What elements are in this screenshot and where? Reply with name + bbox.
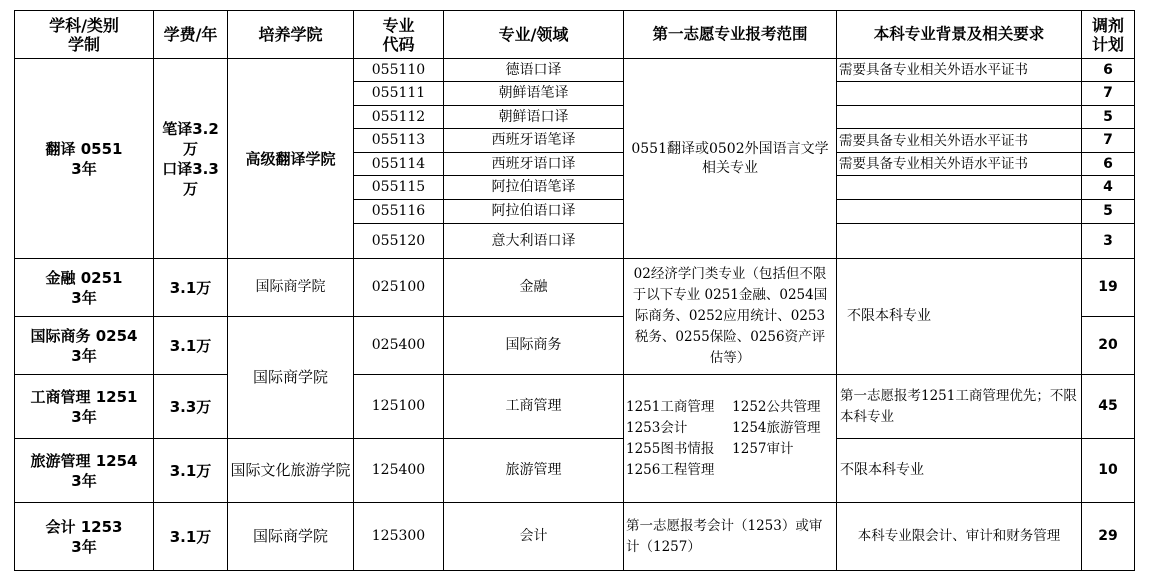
header-row (15, 11, 1135, 59)
quota-cell: 7 (1082, 82, 1135, 106)
requirement-cell: 需要具备专业相关外语水平证书 (837, 129, 1082, 153)
college-cell: 国际文化旅游学院 (228, 439, 354, 503)
requirement-cell: 本科专业限会计、审计和财务管理 (837, 503, 1082, 571)
subject-cell: 翻译 0551 3年 (15, 59, 154, 259)
college-cell: 国际商学院 (228, 503, 354, 571)
quota-cell: 29 (1082, 503, 1135, 571)
subject-cell: 金融 0251 3年 (15, 259, 154, 317)
requirement-cell (837, 176, 1082, 200)
code-cell: 055110 (354, 59, 444, 82)
fee-cell: 3.3万 (154, 375, 228, 439)
code-cell: 025100 (354, 259, 444, 317)
table-row (15, 439, 1135, 503)
subject-cell: 国际商务 0254 3年 (15, 317, 154, 375)
code-cell: 125300 (354, 503, 444, 571)
table-row (15, 59, 1135, 82)
quota-cell: 20 (1082, 317, 1135, 375)
table-row (15, 375, 1135, 439)
major-cell: 阿拉伯语笔译 (444, 176, 624, 200)
major-cell: 金融 (444, 259, 624, 317)
major-cell: 朝鲜语笔译 (444, 82, 624, 106)
requirement-cell (837, 82, 1082, 106)
quota-cell: 45 (1082, 375, 1135, 439)
college-cell: 国际商学院 (228, 259, 354, 317)
quota-cell: 6 (1082, 59, 1135, 82)
first-choice-cell: 02经济学门类专业（包括但不限于以下专业 0251金融、0254国际商务、0252应用统计、0253税务、0255保险、0256资产评估等） (624, 259, 837, 375)
admissions-table (14, 10, 1135, 571)
quota-cell: 6 (1082, 153, 1135, 176)
header-requirements: 本科专业背景及相关要求 (837, 11, 1082, 59)
major-cell: 朝鲜语口译 (444, 106, 624, 129)
header-fee: 学费/年 (154, 11, 228, 59)
requirement-cell (837, 200, 1082, 224)
major-cell: 会计 (444, 503, 624, 571)
first-choice-cell: 0551翻译或0502外国语言文学相关专业 (624, 59, 837, 259)
requirement-cell: 不限本科专业 (837, 259, 1082, 375)
major-cell: 国际商务 (444, 317, 624, 375)
code-cell: 055113 (354, 129, 444, 153)
fee-cell: 3.1万 (154, 503, 228, 571)
code-cell: 055115 (354, 176, 444, 200)
header-first-choice: 第一志愿专业报考范围 (624, 11, 837, 59)
major-cell: 西班牙语口译 (444, 153, 624, 176)
college-cell: 高级翻译学院 (228, 59, 354, 259)
code-cell: 055111 (354, 82, 444, 106)
subject-cell: 工商管理 1251 3年 (15, 375, 154, 439)
major-cell: 阿拉伯语口译 (444, 200, 624, 224)
quota-cell: 10 (1082, 439, 1135, 503)
quota-cell: 7 (1082, 129, 1135, 153)
fee-cell: 3.1万 (154, 259, 228, 317)
requirement-cell (837, 106, 1082, 129)
fee-cell: 3.1万 (154, 439, 228, 503)
quota-cell: 19 (1082, 259, 1135, 317)
major-cell: 工商管理 (444, 375, 624, 439)
table-row (15, 503, 1135, 571)
code-cell: 055114 (354, 153, 444, 176)
header-college: 培养学院 (228, 11, 354, 59)
fee-cell: 3.1万 (154, 317, 228, 375)
requirement-cell: 第一志愿报考1251工商管理优先；不限本科专业 (837, 375, 1082, 439)
requirement-cell: 不限本科专业 (837, 439, 1082, 503)
requirement-cell (837, 224, 1082, 259)
quota-cell: 3 (1082, 224, 1135, 259)
header-subject: 学科/类别 学制 (15, 11, 154, 59)
header-code: 专业 代码 (354, 11, 444, 59)
header-quota: 调剂 计划 (1082, 11, 1135, 59)
quota-cell: 4 (1082, 176, 1135, 200)
major-cell: 德语口译 (444, 59, 624, 82)
code-cell: 055120 (354, 224, 444, 259)
subject-cell: 会计 1253 3年 (15, 503, 154, 571)
subject-cell: 旅游管理 1254 3年 (15, 439, 154, 503)
college-cell: 国际商学院 (228, 317, 354, 439)
code-cell: 055116 (354, 200, 444, 224)
quota-cell: 5 (1082, 200, 1135, 224)
header-major: 专业/领域 (444, 11, 624, 59)
first-choice-cell: 1251工商管理 1252公共管理 1253会计 1254旅游管理 1255图书情报 1257审计 1256工程管理 (624, 375, 837, 503)
first-choice-cell: 第一志愿报考会计（1253）或审计（1257） (624, 503, 837, 571)
major-cell: 意大利语口译 (444, 224, 624, 259)
code-cell: 025400 (354, 317, 444, 375)
fee-cell: 笔译3.2 万 口译3.3 万 (154, 59, 228, 259)
code-cell: 125100 (354, 375, 444, 439)
major-cell: 西班牙语笔译 (444, 129, 624, 153)
requirement-cell: 需要具备专业相关外语水平证书 (837, 153, 1082, 176)
code-cell: 125400 (354, 439, 444, 503)
code-cell: 055112 (354, 106, 444, 129)
major-cell: 旅游管理 (444, 439, 624, 503)
table-row (15, 259, 1135, 317)
quota-cell: 5 (1082, 106, 1135, 129)
requirement-cell: 需要具备专业相关外语水平证书 (837, 59, 1082, 82)
